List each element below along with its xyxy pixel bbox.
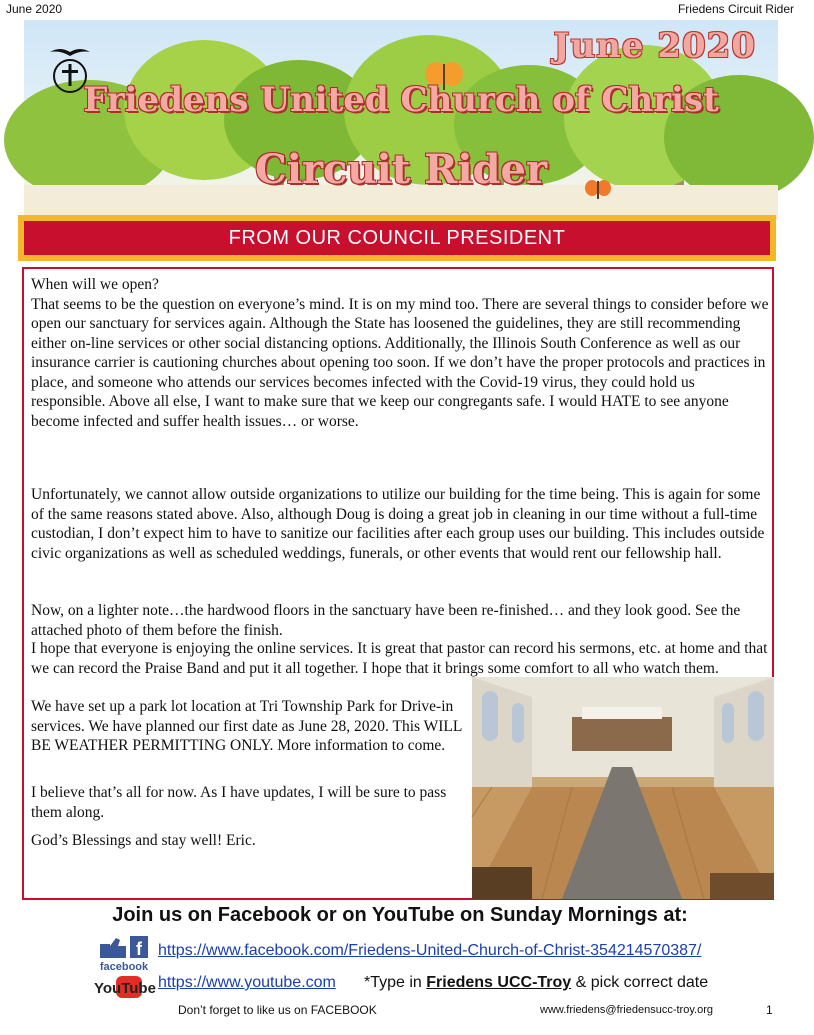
- youtube-search-note: *Type in Friedens UCC-Troy & pick correct date: [364, 974, 709, 991]
- section-header: [18, 215, 776, 261]
- svg-text:f: f: [136, 939, 142, 959]
- banner-month: June 2020: [553, 26, 756, 66]
- article-paragraph-2: Unfortunately, we cannot allow outside organizations to utilize our building for the time being. This is again for some of the same reasons stated above. Also, although Doug is doing a great job in cleaning in our time without a full-time custodian, I don’t expect him to have to sanitize our facilities after each group uses our building. This includes outside civic organizations as well as scheduled weddings, funerals, or other events that would rent our fellowship hall.: [31, 486, 765, 562]
- article-paragraph-3: Now, on a lighter note…the hardwood floors in the sanctuary have been re-finished… and they look good. See the attached photo of them before the finish.: [31, 602, 741, 639]
- sanctuary-floor-photo: [472, 677, 774, 899]
- running-header-title: Friedens Circuit Rider: [677, 2, 794, 16]
- article-paragraph-5: We have set up a park lot location at Tri Township Park for Drive-in services. We have planned our first date as June 28, 2020. This WILL BE WEATHER PERMITTING ONLY. More information to come.: [31, 698, 462, 754]
- page-number: 1: [766, 1003, 773, 1017]
- facebook-link[interactable]: https://www.facebook.com/Friedens-United-Church-of-Christ-354214570387/: [158, 942, 702, 959]
- youtube-icon-label: YouTube: [94, 980, 156, 997]
- social-heading: Join us on Facebook or on YouTube on Sunday Mornings at:: [112, 904, 688, 926]
- youtube-icon: [92, 975, 156, 999]
- article-paragraph-1: When will we open? That seems to be the question on everyone’s mind. It is on my mind too. There are several things to consider before we open our sanctuary for services again. Although the State has loosened the guidelines, they are still recommending either on-line services or other social distancing options. Additionally, the Illinois South Conference as well as our insurance carrier is cautioning churches about opening too soon. If we don’t have the proper protocols and practices in place, and someone who attends our services becomes infected with the Covid-19 virus, they could hold us responsible. Above all else, I want to make sure that we keep our congregants safe. I would HATE to see anyone become infected and suffer health issues… or worse.: [31, 276, 769, 430]
- section-title: FROM OUR COUNCIL PRESIDENT: [24, 221, 770, 255]
- article-paragraph-4: I hope that everyone is enjoying the online services. It is great that pastor can record his sermons, etc. at home and that we can record the Praise Band and put it all together. I hope that it brings some comfort to all who watch them.: [31, 640, 768, 677]
- masthead-banner: [24, 20, 778, 220]
- footer-email: www.friedens@friedensucc-troy.org: [540, 1004, 713, 1016]
- article-box: [22, 267, 774, 900]
- banner-title: Friedens United Church of Christ: [83, 80, 719, 120]
- youtube-search-term: Friedens UCC-Troy: [426, 974, 572, 991]
- article-paragraph-6: I believe that’s all for now. As I have updates, I will be sure to pass them along.: [31, 784, 447, 821]
- facebook-like-icon: [98, 936, 150, 972]
- footer-reminder: Don’t forget to like us on FACEBOOK: [178, 1003, 377, 1017]
- article-paragraph-7: God’s Blessings and stay well! Eric.: [31, 832, 256, 849]
- facebook-icon-label: facebook: [99, 961, 149, 973]
- youtube-link[interactable]: https://www.youtube.com: [158, 974, 336, 991]
- running-header-date: June 2020: [6, 2, 63, 16]
- banner-subtitle: Circuit Rider: [254, 146, 548, 193]
